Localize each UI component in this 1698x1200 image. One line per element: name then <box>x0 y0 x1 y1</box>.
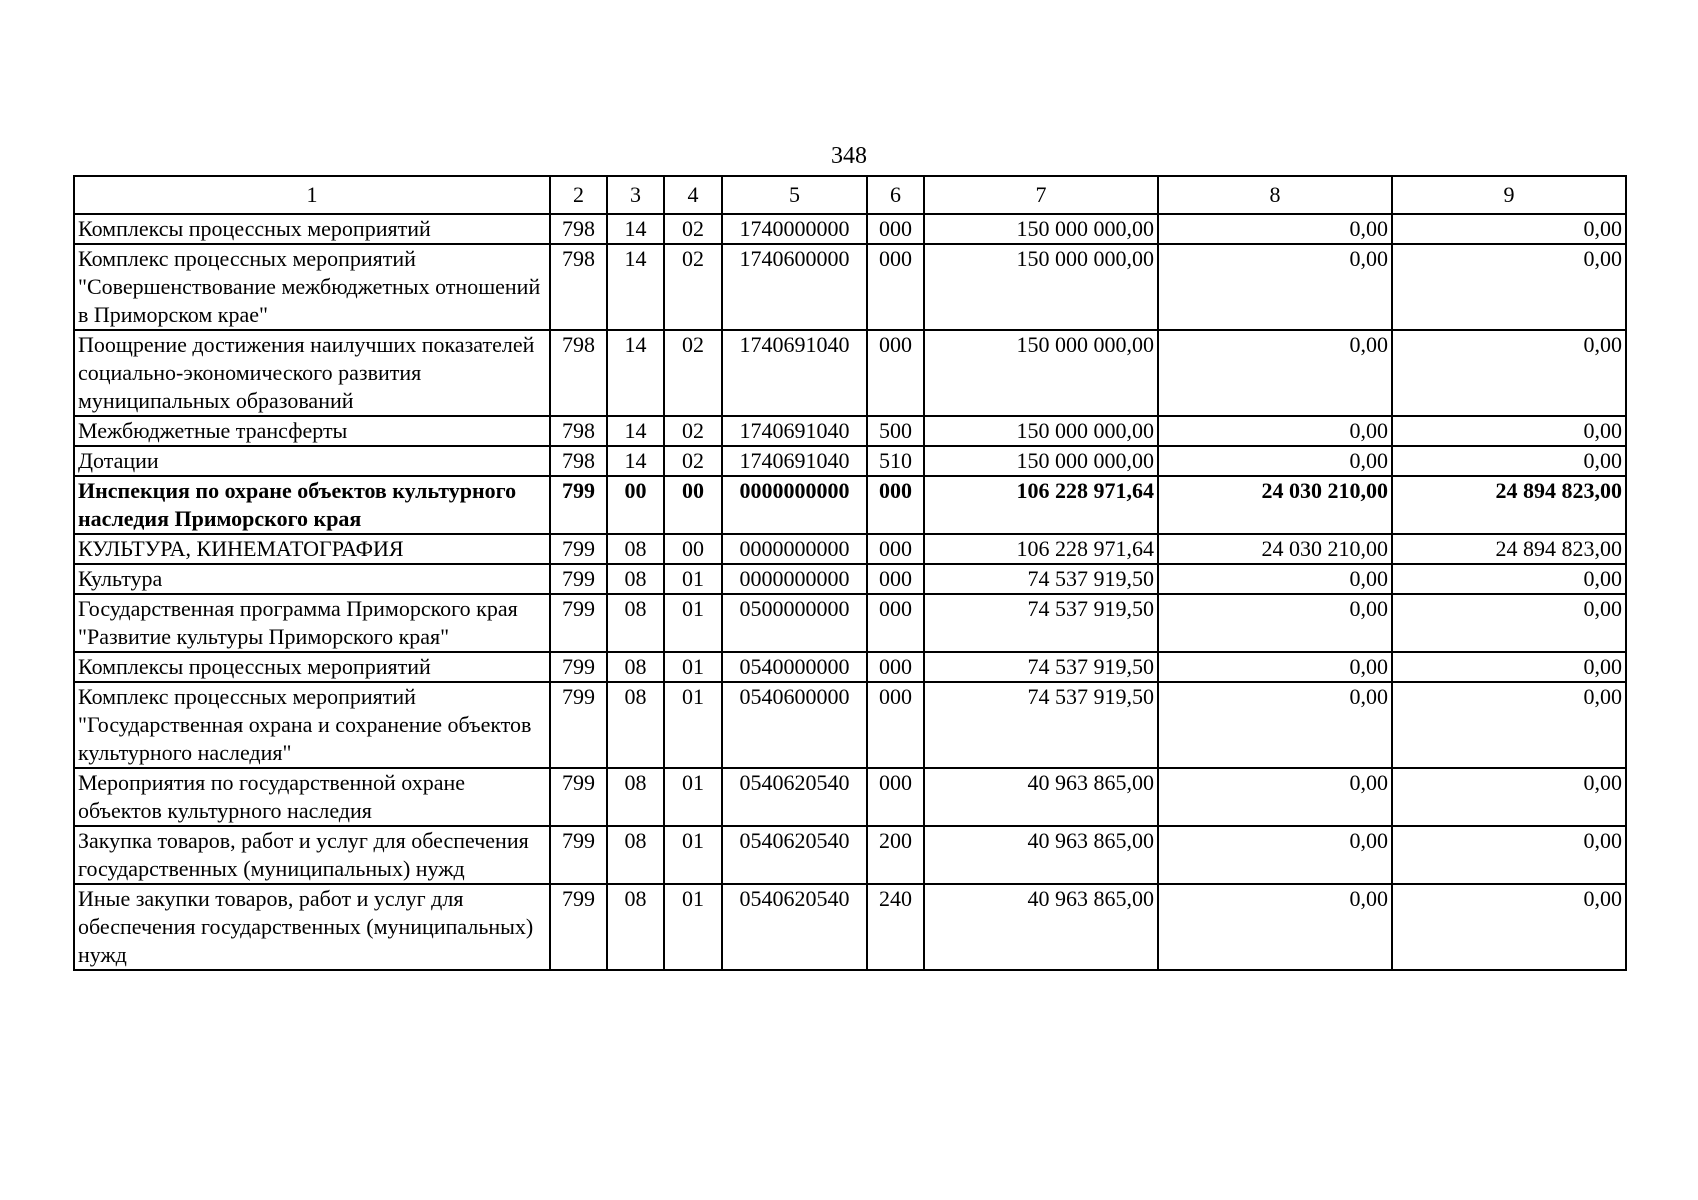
target-article-code: 0540620540 <box>722 768 867 826</box>
subsection-code: 02 <box>664 214 722 244</box>
ministry-code: 799 <box>550 594 607 652</box>
ministry-code: 799 <box>550 884 607 970</box>
expense-type-code: 000 <box>867 330 924 416</box>
table-row <box>74 330 1626 416</box>
expense-type-code: 240 <box>867 884 924 970</box>
section-code: 08 <box>607 652 664 682</box>
amount-col-8: 0,00 <box>1158 826 1392 884</box>
ministry-code: 798 <box>550 244 607 330</box>
subsection-code: 01 <box>664 594 722 652</box>
item-name: Дотации <box>74 446 550 476</box>
header-cell-4: 4 <box>664 176 722 214</box>
item-name: Комплекс процессных мероприятий "Государственная охрана и сохранение объектов культурного наследия" <box>74 682 550 768</box>
amount-col-9: 0,00 <box>1392 652 1626 682</box>
amount-col-8: 24 030 210,00 <box>1158 476 1392 534</box>
amount-col-7: 150 000 000,00 <box>924 446 1158 476</box>
item-name: Иные закупки товаров, работ и услуг для обеспечения государственных (муниципальных) нужд <box>74 884 550 970</box>
ministry-code: 798 <box>550 446 607 476</box>
amount-col-7: 150 000 000,00 <box>924 214 1158 244</box>
target-article-code: 0540000000 <box>722 652 867 682</box>
item-name: Комплекс процессных мероприятий "Совершенствование межбюджетных отношений в Приморском крае" <box>74 244 550 330</box>
section-code: 00 <box>607 476 664 534</box>
amount-col-7: 150 000 000,00 <box>924 330 1158 416</box>
section-code: 08 <box>607 768 664 826</box>
amount-col-7: 40 963 865,00 <box>924 768 1158 826</box>
header-cell-9: 9 <box>1392 176 1626 214</box>
expense-type-code: 000 <box>867 652 924 682</box>
table-row <box>74 534 1626 564</box>
target-article-code: 1740000000 <box>722 214 867 244</box>
section-code: 08 <box>607 534 664 564</box>
target-article-code: 0000000000 <box>722 476 867 534</box>
table-row <box>74 594 1626 652</box>
subsection-code: 00 <box>664 534 722 564</box>
expense-type-code: 000 <box>867 214 924 244</box>
section-code: 14 <box>607 214 664 244</box>
page-number: 348 <box>831 143 867 169</box>
header-row <box>74 176 1626 214</box>
amount-col-9: 0,00 <box>1392 768 1626 826</box>
item-name: Инспекция по охране объектов культурного наследия Приморского края <box>74 476 550 534</box>
table-row <box>74 826 1626 884</box>
subsection-code: 02 <box>664 244 722 330</box>
section-code: 14 <box>607 330 664 416</box>
expense-type-code: 000 <box>867 594 924 652</box>
amount-col-8: 0,00 <box>1158 564 1392 594</box>
amount-col-8: 0,00 <box>1158 416 1392 446</box>
amount-col-7: 74 537 919,50 <box>924 564 1158 594</box>
amount-col-8: 0,00 <box>1158 446 1392 476</box>
header-cell-6: 6 <box>867 176 924 214</box>
subsection-code: 01 <box>664 652 722 682</box>
section-code: 08 <box>607 826 664 884</box>
table-row <box>74 476 1626 534</box>
target-article-code: 0540600000 <box>722 682 867 768</box>
ministry-code: 799 <box>550 826 607 884</box>
ministry-code: 798 <box>550 330 607 416</box>
amount-col-8: 0,00 <box>1158 884 1392 970</box>
target-article-code: 0540620540 <box>722 884 867 970</box>
section-code: 14 <box>607 446 664 476</box>
item-name: Государственная программа Приморского края "Развитие культуры Приморского края" <box>74 594 550 652</box>
section-code: 08 <box>607 564 664 594</box>
target-article-code: 1740691040 <box>722 416 867 446</box>
table-row <box>74 446 1626 476</box>
subsection-code: 00 <box>664 476 722 534</box>
expense-type-code: 000 <box>867 682 924 768</box>
expense-type-code: 500 <box>867 416 924 446</box>
expense-type-code: 000 <box>867 534 924 564</box>
subsection-code: 01 <box>664 884 722 970</box>
expense-type-code: 200 <box>867 826 924 884</box>
target-article-code: 0000000000 <box>722 564 867 594</box>
item-name: Межбюджетные трансферты <box>74 416 550 446</box>
section-code: 14 <box>607 416 664 446</box>
subsection-code: 02 <box>664 416 722 446</box>
table-row <box>74 564 1626 594</box>
expense-type-code: 000 <box>867 476 924 534</box>
expense-type-code: 510 <box>867 446 924 476</box>
item-name: Поощрение достижения наилучших показателей социально-экономического развития муниципальных образований <box>74 330 550 416</box>
amount-col-9: 0,00 <box>1392 884 1626 970</box>
item-name: Культура <box>74 564 550 594</box>
table-header <box>74 176 1626 214</box>
amount-col-7: 106 228 971,64 <box>924 534 1158 564</box>
amount-col-8: 0,00 <box>1158 768 1392 826</box>
amount-col-9: 0,00 <box>1392 682 1626 768</box>
expense-type-code: 000 <box>867 768 924 826</box>
ministry-code: 798 <box>550 214 607 244</box>
amount-col-8: 0,00 <box>1158 244 1392 330</box>
target-article-code: 1740691040 <box>722 446 867 476</box>
amount-col-9: 0,00 <box>1392 330 1626 416</box>
header-cell-3: 3 <box>607 176 664 214</box>
ministry-code: 799 <box>550 534 607 564</box>
amount-col-9: 24 894 823,00 <box>1392 534 1626 564</box>
subsection-code: 01 <box>664 682 722 768</box>
amount-col-9: 0,00 <box>1392 564 1626 594</box>
subsection-code: 01 <box>664 564 722 594</box>
target-article-code: 1740691040 <box>722 330 867 416</box>
amount-col-9: 0,00 <box>1392 244 1626 330</box>
ministry-code: 799 <box>550 768 607 826</box>
amount-col-9: 0,00 <box>1392 446 1626 476</box>
subsection-code: 01 <box>664 768 722 826</box>
ministry-code: 799 <box>550 476 607 534</box>
amount-col-7: 74 537 919,50 <box>924 652 1158 682</box>
amount-col-7: 74 537 919,50 <box>924 594 1158 652</box>
amount-col-9: 0,00 <box>1392 826 1626 884</box>
amount-col-7: 106 228 971,64 <box>924 476 1158 534</box>
amount-col-7: 40 963 865,00 <box>924 826 1158 884</box>
table-row <box>74 244 1626 330</box>
amount-col-7: 150 000 000,00 <box>924 244 1158 330</box>
amount-col-8: 24 030 210,00 <box>1158 534 1392 564</box>
target-article-code: 0000000000 <box>722 534 867 564</box>
table-row <box>74 884 1626 970</box>
header-cell-1: 1 <box>74 176 550 214</box>
target-article-code: 0540620540 <box>722 826 867 884</box>
item-name: Комплексы процессных мероприятий <box>74 214 550 244</box>
header-cell-7: 7 <box>924 176 1158 214</box>
table-row <box>74 416 1626 446</box>
section-code: 08 <box>607 594 664 652</box>
header-cell-2: 2 <box>550 176 607 214</box>
table-body <box>74 214 1626 970</box>
amount-col-7: 40 963 865,00 <box>924 884 1158 970</box>
amount-col-9: 0,00 <box>1392 416 1626 446</box>
ministry-code: 799 <box>550 682 607 768</box>
amount-col-8: 0,00 <box>1158 330 1392 416</box>
table-row <box>74 652 1626 682</box>
amount-col-9: 0,00 <box>1392 214 1626 244</box>
ministry-code: 799 <box>550 564 607 594</box>
subsection-code: 02 <box>664 330 722 416</box>
item-name: Комплексы процессных мероприятий <box>74 652 550 682</box>
amount-col-8: 0,00 <box>1158 682 1392 768</box>
amount-col-8: 0,00 <box>1158 214 1392 244</box>
target-article-code: 1740600000 <box>722 244 867 330</box>
table-row <box>74 214 1626 244</box>
budget-table <box>73 175 1627 971</box>
amount-col-7: 150 000 000,00 <box>924 416 1158 446</box>
expense-type-code: 000 <box>867 564 924 594</box>
table-row <box>74 682 1626 768</box>
subsection-code: 02 <box>664 446 722 476</box>
amount-col-9: 24 894 823,00 <box>1392 476 1626 534</box>
item-name: Мероприятия по государственной охране объектов культурного наследия <box>74 768 550 826</box>
header-cell-5: 5 <box>722 176 867 214</box>
expense-type-code: 000 <box>867 244 924 330</box>
header-cell-8: 8 <box>1158 176 1392 214</box>
amount-col-8: 0,00 <box>1158 594 1392 652</box>
amount-col-8: 0,00 <box>1158 652 1392 682</box>
ministry-code: 798 <box>550 416 607 446</box>
target-article-code: 0500000000 <box>722 594 867 652</box>
table-row <box>74 768 1626 826</box>
subsection-code: 01 <box>664 826 722 884</box>
ministry-code: 799 <box>550 652 607 682</box>
amount-col-9: 0,00 <box>1392 594 1626 652</box>
amount-col-7: 74 537 919,50 <box>924 682 1158 768</box>
section-code: 08 <box>607 682 664 768</box>
item-name: Закупка товаров, работ и услуг для обеспечения государственных (муниципальных) нужд <box>74 826 550 884</box>
item-name: КУЛЬТУРА, КИНЕМАТОГРАФИЯ <box>74 534 550 564</box>
section-code: 08 <box>607 884 664 970</box>
section-code: 14 <box>607 244 664 330</box>
